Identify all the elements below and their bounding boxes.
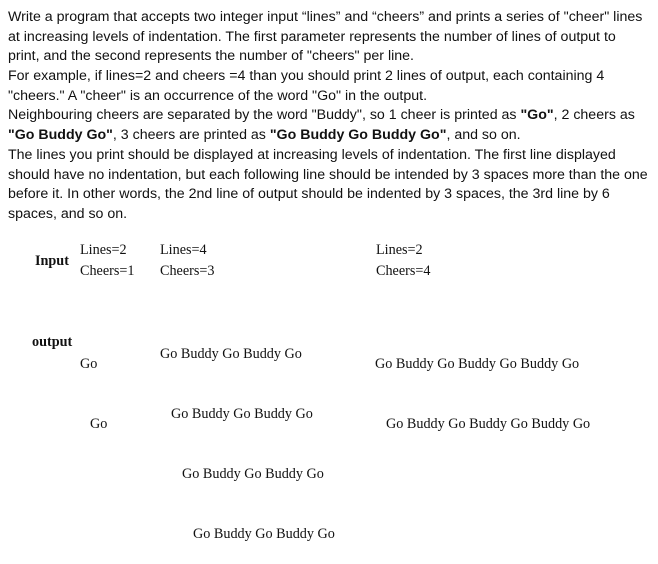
cheers-bold-1: "Go" (520, 107, 554, 123)
output-line: Go Buddy Go Buddy Go (182, 466, 324, 482)
example-3-lines: Lines=2 (376, 242, 423, 258)
cheers-bold-3: "Go Buddy Go Buddy Go" (269, 126, 447, 143)
output-line: Go Buddy Go Buddy Go (193, 526, 335, 542)
output-line: Go Buddy Go Buddy Go (171, 406, 313, 422)
paragraph-intro: Write a program that accepts two integer input “lines” and “cheers” and prints a series of "cheer" lines at increasing levels of indentation. The first parameter represents the number of lines of output to print, and the second represents the number of "cheers" per line. (8, 9, 643, 65)
output-line: Go Buddy Go Buddy Go (160, 346, 302, 362)
cheers-text-4: , and so on. (446, 126, 521, 143)
example-3-cheers: Cheers=4 (376, 263, 431, 279)
paragraph-example: For example, if lines=2 and cheers =4 than you should print 2 lines of output, each containing 4 "cheers." A "cheer" is an occurrence of the word "Go" in the output. (8, 68, 605, 104)
output-label: output (32, 334, 73, 350)
example-1-cheers: Cheers=1 (80, 263, 135, 279)
output-line: Go (80, 356, 98, 372)
cheers-bold-2: "Go Buddy Go" (8, 126, 113, 143)
example-1-lines: Lines=2 (80, 242, 127, 258)
output-line: Go Buddy Go Buddy Go Buddy Go (386, 416, 591, 432)
cheers-text-2: , 2 cheers as (553, 107, 635, 123)
paragraph-indentation: The lines you print should be displayed at increasing levels of indentation. The first line displayed should have no indentation, but each following line should be intended by 3 spaces more than the one before it. In other words, the 2nd line of output should be indented by 3 spaces, the 3rd line by 6 spaces, and so on. (8, 147, 648, 222)
example-2-cheers: Cheers=3 (160, 263, 215, 279)
example-1-output (80, 314, 107, 454)
example-2-lines: Lines=4 (160, 242, 207, 258)
output-line: Go Buddy Go Buddy Go Buddy Go (375, 356, 580, 372)
input-label: Input (35, 253, 69, 269)
paragraph-cheers (8, 106, 648, 145)
example-3-output (375, 314, 590, 454)
example-2-output (160, 304, 335, 564)
output-line: Go (90, 416, 108, 432)
cheers-text-3: , 3 cheers are printed as (112, 126, 270, 143)
cheers-text-1: Neighbouring cheers are separated by the word "Buddy", so 1 cheer is printed as (8, 107, 521, 123)
